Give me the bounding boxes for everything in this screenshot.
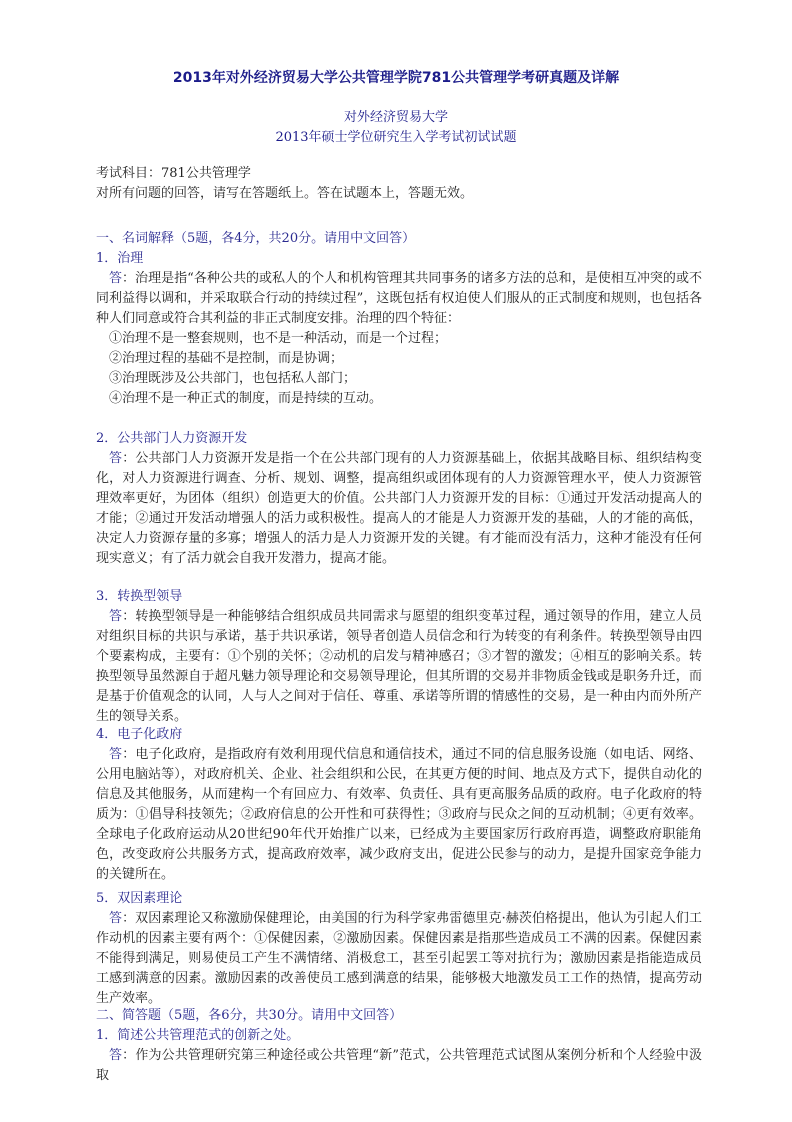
question-title: 1．简述公共管理范式的创新之处。 bbox=[96, 1028, 300, 1043]
answer-label: 答 bbox=[109, 747, 123, 762]
feature-item: ②治理过程的基础不是控制，而是协调； bbox=[109, 351, 344, 366]
answer-text bbox=[96, 745, 702, 885]
feature-item: ③治理既涉及公共部门，也包括私人部门； bbox=[109, 371, 357, 386]
answer-text bbox=[96, 269, 702, 329]
answer-body: ：电子化政府，是指政府有效利用现代信息和通信技术，通过不同的信息服务设施（如电话、网络、公用电脑站等），对政府机关、企业、社会组织和公民，在其更方便的时间、地点及方式下，提供自动化的信息及其他服务，从而建构一个有回应力、有效率、负责任、具有更高服务品质的政府。电子化政府的特质为：①倡导科技领先；②政府信息的公开性和可获得性；③政府与民众之间的互动机制；④更有效率。全球电子化政府运动从20世纪90年代开始推广以来，已经成为主要国家厉行政府再造，调整政府职能角色，改变政府公共服务方式，提高政府效率，减少政府支出，促进公民参与的动力，是提升国家竞争能力的关键所在。 bbox=[96, 747, 702, 882]
answer-text bbox=[96, 449, 702, 569]
question-title: 5．双因素理论 bbox=[96, 891, 183, 906]
section-1 bbox=[96, 229, 702, 409]
answer-label: 答 bbox=[109, 271, 123, 286]
section-heading: 二、简答题（5题，各6分，共30分。请用中文回答） bbox=[96, 1008, 403, 1023]
question-4 bbox=[96, 725, 702, 885]
question-title: 3．转换型领导 bbox=[96, 589, 183, 604]
exam-instruction: 对所有问题的回答，请写在答题纸上。答在试题本上，答题无效。 bbox=[96, 186, 474, 201]
question-title: 4．电子化政府 bbox=[96, 727, 183, 742]
question-title: 2．公共部门人力资源开发 bbox=[96, 431, 248, 446]
answer-label: 答 bbox=[109, 609, 123, 624]
answer-body: ：治理是指“各种公共的或私人的个人和机构管理其共同事务的诸多方法的总和，是使相互冲突的或不同利益得以调和，并采取联合行动的持续过程”，这既包括有权迫使人们服从的正式制度和规则，也包括各种人们同意或符合其利益的非正式制度安排。治理的四个特征： bbox=[96, 271, 702, 326]
section-2 bbox=[96, 1006, 702, 1086]
question-title: 1．治理 bbox=[96, 251, 144, 266]
answer-label: 答 bbox=[109, 1048, 123, 1063]
answer-text bbox=[96, 909, 702, 1009]
feature-item: ④治理不是一种正式的制度，而是持续的互动。 bbox=[109, 391, 383, 406]
section-heading: 一、名词解释（5题，各4分，共20分。请用中文回答） bbox=[96, 231, 416, 246]
answer-text bbox=[96, 607, 702, 727]
answer-body: ：转换型领导是一种能够结合组织成员共同需求与愿望的组织变革过程，通过领导的作用，建立人员对组织目标的共识与承诺，基于共识承诺，领导者创造人员信念和行为转变的有利条件。转换型领导由四个要素构成，主要有：①个别的关怀；②动机的启发与精神感召；③才智的激发；④相互的影响关系。转换型领导虽然源自于超凡魅力领导理论和交易领导理论，但其所谓的交易并非物质金钱或是职务升迁，而是基于价值观念的认同，人与人之间对于信任、尊重、承诺等所谓的情感性的交易，是一种由内而外所产生的领导关系。 bbox=[96, 609, 702, 724]
question-3 bbox=[96, 587, 702, 727]
answer-label: 答 bbox=[109, 451, 123, 466]
question-2 bbox=[96, 429, 702, 569]
exam-subject: 考试科目：781公共管理学 bbox=[96, 166, 251, 181]
answer-label: 答 bbox=[109, 911, 123, 926]
exam-info bbox=[96, 164, 702, 204]
exam-title: 2013年硕士学位研究生入学考试初试试题 bbox=[275, 130, 517, 145]
question-5 bbox=[96, 889, 702, 1009]
document-title: 2013年对外经济贸易大学公共管理学院781公共管理学考研真题及详解 bbox=[172, 70, 620, 86]
feature-item: ①治理不是一整套规则，也不是一种活动，而是一个过程； bbox=[109, 331, 448, 346]
answer-body: ：公共部门人力资源开发是指一个在公共部门现有的人力资源基础上，依据其战略目标、组织结构变化，对人力资源进行调查、分析、规划、调整，提高组织或团体现有的人力资源管理水平，使人力资源管理效率更好，为团体（组织）创造更大的价值。公共部门人力资源开发的目标：①通过开发活动提高人的才能；②通过开发活动增强人的活力或积极性。提高人的才能是人力资源开发的基础，人的才能的高低，决定人力资源存量的多寡；增强人的活力是人力资源开发的关键。有才能而没有活力，这种才能没有任何现实意义；有了活力就会自我开发潜力，提高才能。 bbox=[96, 451, 702, 566]
university-name: 对外经济贸易大学 bbox=[343, 110, 448, 125]
answer-body: ：作为公共管理研究第三种途径或公共管理“新”范式，公共管理范式试图从案例分析和个人经验中汲取 bbox=[96, 1048, 702, 1083]
answer-text bbox=[96, 1046, 702, 1086]
answer-body: ：双因素理论又称激励保健理论，由美国的行为科学家弗雷德里克·赫茨伯格提出，他认为引起人们工作动机的因素主要有两个：①保健因素，②激励因素。保健因素是指那些造成员工不满的因素。保健因素不能得到满足，则易使员工产生不满情绪、消极怠工，甚至引起罢工等对抗行为；激励因素是指能造成员工感到满意的因素。激励因素的改善使员工感到满意的结果，能够极大地激发员工工作的热情，提高劳动生产效率。 bbox=[96, 911, 702, 1006]
